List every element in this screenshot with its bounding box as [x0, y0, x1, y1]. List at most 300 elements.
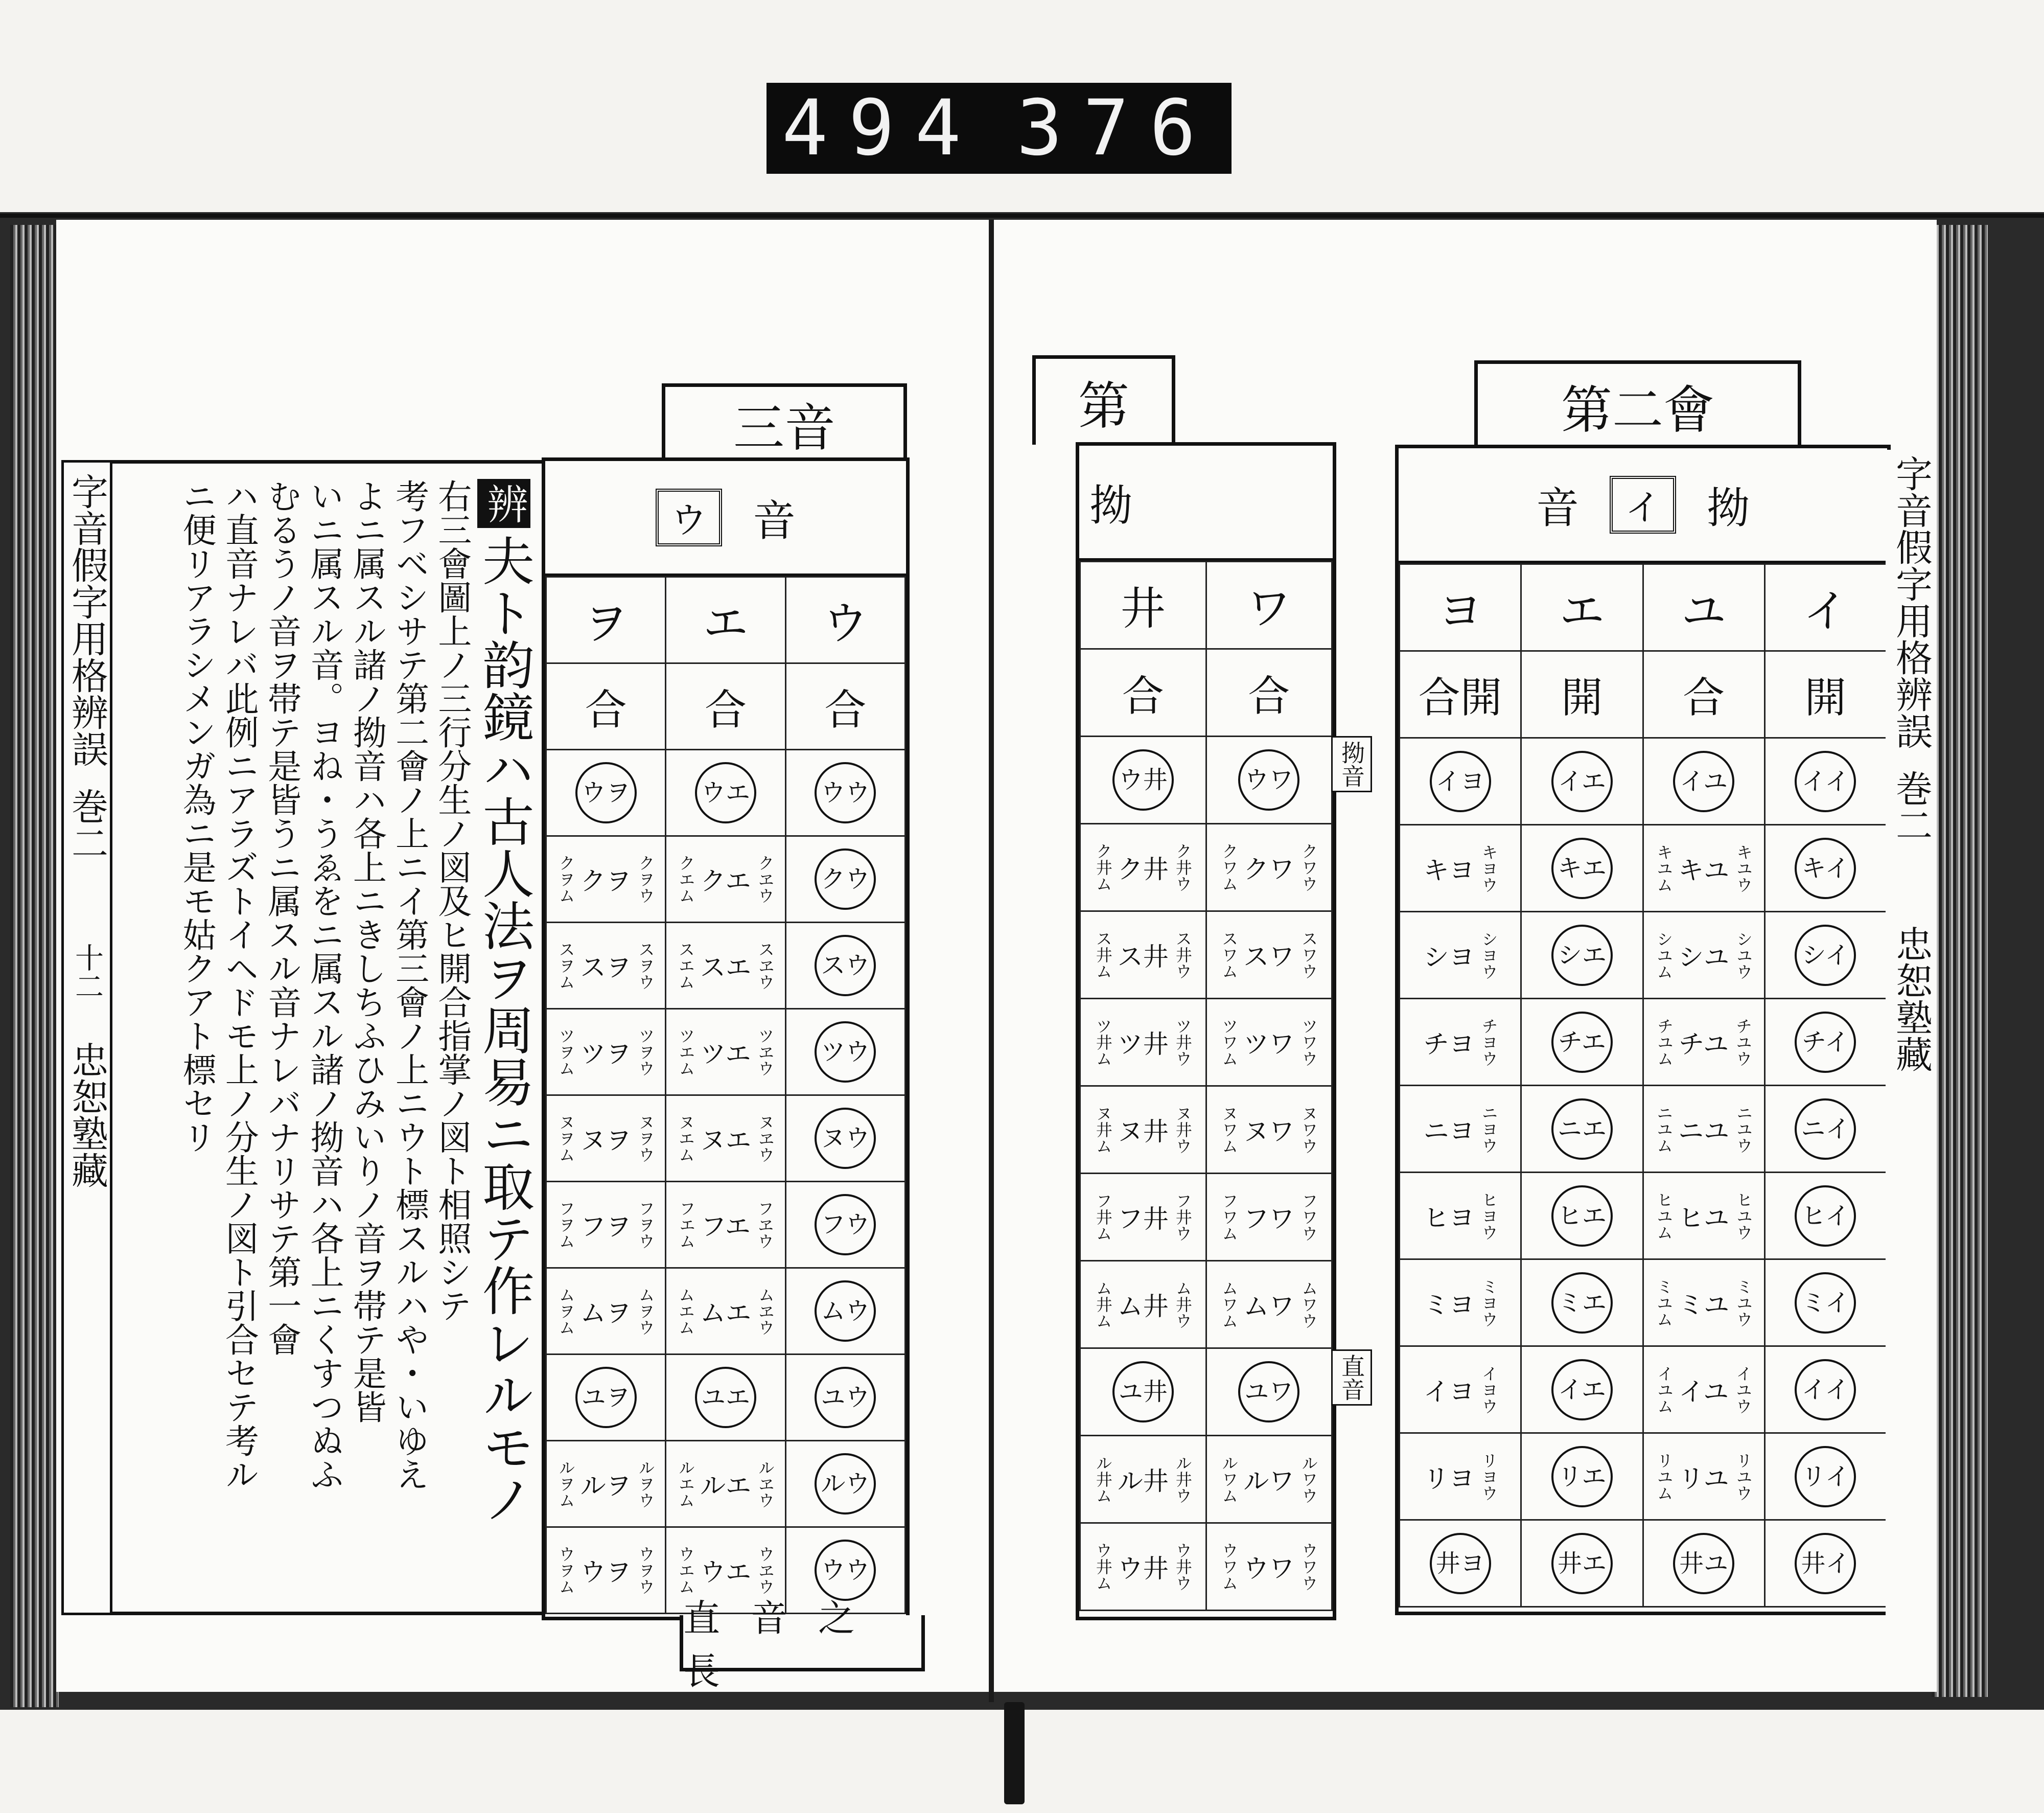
kana-main: ムワ: [1243, 1292, 1295, 1321]
kana-cell: [666, 1095, 785, 1182]
kana-cell-content: [666, 941, 784, 990]
kana-cell-content: [547, 1546, 665, 1595]
kana-cell: [1206, 1436, 1332, 1523]
circled-kana: ユ井: [1112, 1361, 1174, 1422]
kana-cell-content: [1207, 1018, 1332, 1067]
kana-cell: [546, 1441, 666, 1527]
second-group-right-table-frame: [1395, 445, 1891, 1615]
circled-kana: ウヲ: [575, 762, 637, 823]
kana-cell: [1643, 912, 1764, 999]
circle-cell: [1521, 738, 1643, 825]
kana-cell: [1643, 1086, 1764, 1173]
kana-sub: クヲム: [556, 855, 576, 904]
scan-number-right: 376: [1016, 84, 1216, 173]
circled-kana: イユ: [1673, 751, 1734, 812]
kana-sub: ス井ム: [1093, 930, 1113, 979]
circled-kana: クウ: [815, 848, 876, 910]
kana-sub: スヲム: [556, 941, 576, 990]
head-row: [546, 577, 905, 663]
commentary-note-line: いニ属スル音。ヨね・うゑをニ属スル諸ノ拗音ハ各上ニくすつぬふ: [305, 479, 344, 1491]
kana-long: フワウ: [1299, 1192, 1319, 1242]
kana-main: ウ井: [1117, 1554, 1169, 1583]
table-row: [1400, 1173, 1887, 1259]
circled-kana: シイ: [1795, 925, 1856, 986]
type-row: [1400, 651, 1887, 738]
kana-cell: [1764, 1520, 1886, 1607]
kana-cell-content: [1400, 1018, 1520, 1067]
kana-cell: [1400, 1346, 1521, 1433]
kana-cell: [1080, 824, 1206, 911]
kana-cell: [666, 1355, 785, 1441]
kana-sub: ミユム: [1654, 1278, 1674, 1327]
circled-kana: ウワ: [1238, 749, 1299, 811]
kana-cell-content: [1081, 1280, 1205, 1329]
margin-book-title: 字音假字用格辨誤: [65, 473, 108, 767]
kana-cell-content: [1207, 1105, 1332, 1154]
kana-cell-content: [1644, 1105, 1764, 1154]
kana-cell: [785, 836, 905, 923]
kana-long: ヒユウ: [1734, 1191, 1754, 1241]
column-type: 合: [785, 663, 905, 750]
kana-cell: [1080, 1523, 1206, 1611]
circled-kana: ツウ: [815, 1021, 876, 1083]
table-row: [1080, 824, 1332, 911]
kana-cell-content: [1644, 1018, 1764, 1067]
table-title: [1079, 446, 1333, 561]
kana-cell-content: [1081, 1455, 1205, 1504]
table-row: [1080, 1348, 1332, 1436]
circled-kana: キイ: [1795, 838, 1856, 899]
circled-kana: ウウ: [815, 762, 876, 823]
column-head: ウ: [785, 577, 905, 663]
kana-main: スワ: [1243, 942, 1295, 972]
circled-kana: 井イ: [1795, 1533, 1856, 1594]
kana-main: ヒユ: [1678, 1203, 1730, 1233]
column-type: 合開: [1400, 651, 1521, 738]
kana-main: ル井: [1117, 1466, 1169, 1496]
table-title: [1399, 448, 1887, 563]
kana-main: ツ井: [1117, 1029, 1169, 1059]
kana-long: キユウ: [1734, 843, 1754, 893]
second-group-left-table-frame: [1076, 442, 1336, 1620]
circled-kana: ユウ: [815, 1367, 876, 1428]
circled-kana: 井ヨ: [1430, 1533, 1491, 1594]
kana-long: チヨウ: [1479, 1017, 1499, 1067]
commentary-panel: [112, 460, 542, 1615]
kana-main: ヌヲ: [580, 1126, 632, 1155]
kana-cell: [1400, 1433, 1521, 1520]
title-text: 音: [752, 495, 796, 546]
circled-kana: ニエ: [1551, 1098, 1613, 1160]
kana-cell: [1206, 1086, 1332, 1174]
kana-long: ウワウ: [1299, 1542, 1319, 1591]
kana-cell: [785, 1095, 905, 1182]
kana-main: イユ: [1679, 1376, 1729, 1407]
kana-cell: [1400, 1086, 1521, 1173]
kana-long: リヨウ: [1479, 1452, 1499, 1501]
column-head: ヲ: [546, 577, 666, 663]
circle-cell: [1764, 738, 1886, 825]
kana-sub: ヌワム: [1219, 1105, 1239, 1154]
kana-cell: [1764, 825, 1886, 912]
kana-cell-content: [1081, 1018, 1205, 1067]
bookmark-cord: [1004, 1702, 1025, 1804]
kana-main: ルワ: [1243, 1466, 1295, 1496]
third-group-table-frame: [542, 457, 910, 1620]
kana-sub: ヌ井ム: [1093, 1105, 1113, 1154]
kana-long: ク井ウ: [1173, 843, 1193, 892]
kana-cell: [1206, 824, 1332, 911]
annotation-chokuon: 直音: [1331, 1349, 1372, 1406]
book-gutter: [989, 220, 994, 1702]
title-boxed: ウ: [656, 489, 722, 546]
kana-cell-content: [1400, 844, 1520, 893]
kana-main: クエ: [700, 866, 751, 896]
tab-third-tone: [662, 383, 907, 460]
kana-cell: [1643, 1433, 1764, 1520]
margin-volume: 巻二: [65, 788, 108, 861]
right-page-edges: [1932, 225, 1988, 1697]
column-type: 合: [1080, 649, 1206, 737]
kana-main: チユ: [1679, 1029, 1729, 1059]
margin-publisher: 忠恕塾藏: [1890, 925, 1933, 1072]
kana-cell-content: [1207, 1280, 1332, 1329]
kana-cell: [785, 1441, 905, 1527]
commentary-mark: 辨: [477, 479, 530, 528]
kana-long: ツ井ウ: [1173, 1018, 1193, 1067]
kana-long: ウヲウ: [636, 1546, 656, 1595]
third-group-table: [545, 576, 906, 1614]
kana-cell-content: [1081, 843, 1205, 892]
kana-cell: [1764, 912, 1886, 999]
kana-main: ニヨ: [1423, 1116, 1475, 1146]
circled-kana: ミイ: [1795, 1272, 1856, 1334]
kana-sub: ツヲム: [556, 1027, 576, 1076]
kana-cell-content: [666, 1459, 784, 1508]
kana-sub: フヲム: [556, 1200, 576, 1249]
kana-cell: [785, 1355, 905, 1441]
kana-main: ルヲ: [580, 1471, 632, 1501]
circle-cell: [785, 750, 905, 836]
circled-kana: ヒエ: [1551, 1185, 1613, 1247]
kana-cell-content: [1207, 843, 1332, 892]
kana-cell: [546, 1095, 666, 1182]
kana-cell: [1206, 1523, 1332, 1611]
kana-main: リユ: [1678, 1463, 1729, 1494]
column-type: 開: [1764, 651, 1886, 738]
kana-long: ニヨウ: [1479, 1104, 1499, 1154]
kana-cell: [546, 923, 666, 1009]
kana-sub: ル井ム: [1093, 1455, 1113, 1504]
kana-cell: [1764, 1346, 1886, 1433]
kana-cell: [666, 836, 785, 923]
kana-main: ウエ: [700, 1557, 751, 1587]
table-row: [546, 1095, 905, 1182]
kana-cell: [1206, 1261, 1332, 1348]
table-row: [1400, 1086, 1887, 1173]
kana-cell-content: [1207, 930, 1332, 979]
table-row: [1080, 1523, 1332, 1611]
table-row: [1400, 1346, 1887, 1433]
kana-cell: [1080, 1436, 1206, 1523]
kana-cell-content: [1644, 1452, 1764, 1501]
circle-cell: [546, 750, 666, 836]
kana-grid: [1399, 563, 1887, 1608]
kana-cell-content: [1081, 1542, 1205, 1591]
circled-kana: リエ: [1551, 1446, 1613, 1507]
circled-kana: フウ: [815, 1194, 876, 1255]
table-row: [1400, 1520, 1887, 1607]
kana-long: スワウ: [1299, 930, 1319, 979]
kana-main: スエ: [700, 953, 751, 982]
kana-cell-content: [1644, 1278, 1764, 1327]
circled-kana: 井ユ: [1673, 1533, 1734, 1594]
kana-long: ツワウ: [1299, 1018, 1319, 1067]
kana-cell: [1521, 1173, 1643, 1259]
tab-dai: [1032, 355, 1175, 445]
kana-cell: [1521, 1086, 1643, 1173]
kana-main: ミユ: [1678, 1290, 1730, 1320]
kana-cell: [1400, 1520, 1521, 1607]
column-head: ワ: [1206, 562, 1332, 649]
kana-cell: [1643, 1259, 1764, 1346]
kana-main: ヌ井: [1117, 1117, 1169, 1146]
kana-long: ヒヨウ: [1479, 1191, 1499, 1241]
kana-cell: [546, 836, 666, 923]
kana-main: フワ: [1243, 1204, 1295, 1234]
kana-main: クワ: [1243, 855, 1295, 884]
margin-page-number: 十二: [71, 943, 104, 1000]
margin-volume: 巻二: [1890, 770, 1933, 843]
circled-kana: リイ: [1795, 1446, 1856, 1507]
kana-main: チヨ: [1423, 1029, 1475, 1059]
kana-cell: [1521, 999, 1643, 1086]
circled-kana: 井エ: [1551, 1533, 1613, 1594]
kana-long: ムヱウ: [755, 1287, 775, 1336]
kana-sub: ウ井ム: [1093, 1542, 1113, 1591]
circled-kana: キエ: [1551, 838, 1613, 899]
kana-long: スヲウ: [636, 941, 656, 990]
kana-main: ク井: [1117, 855, 1169, 884]
kana-cell: [1400, 825, 1521, 912]
kana-cell: [1521, 1259, 1643, 1346]
kana-sub: キユム: [1654, 843, 1674, 893]
kana-cell: [1643, 825, 1764, 912]
kana-long: ヌヱウ: [755, 1114, 775, 1163]
kana-cell: [1400, 1259, 1521, 1346]
title-text: 音: [1536, 483, 1579, 533]
circled-kana: ヌウ: [815, 1108, 876, 1169]
kana-sub: ム井ム: [1093, 1280, 1113, 1329]
kana-cell-content: [1400, 931, 1520, 980]
kana-cell-content: [1207, 1192, 1332, 1242]
table-row: [1080, 1086, 1332, 1174]
kana-cell: [1521, 1433, 1643, 1520]
tab-second-group: [1474, 360, 1801, 447]
kana-cell: [1521, 825, 1643, 912]
circle-row: [1400, 738, 1887, 825]
kana-main: スヲ: [580, 953, 632, 982]
kana-cell: [1206, 911, 1332, 999]
tab-text: 第: [1078, 376, 1129, 436]
kana-long: ムヲウ: [636, 1287, 656, 1336]
kana-long: ムワウ: [1299, 1280, 1319, 1329]
commentary-note-line: 考フベシサテ第二會ノ上ニイ第三會ノ上ニウト標スルハや・いゆえ: [389, 479, 429, 1491]
table-footer: [680, 1596, 925, 1693]
kana-cell: [546, 1527, 666, 1614]
kana-main: ムエ: [700, 1298, 751, 1328]
kana-cell-content: [1400, 1452, 1520, 1501]
kana-cell: [666, 1182, 785, 1268]
kana-cell-content: [1400, 1191, 1520, 1241]
kana-cell-content: [547, 1459, 665, 1508]
kana-cell: [1764, 999, 1886, 1086]
kana-cell: [1643, 1346, 1764, 1433]
kana-cell-content: [1081, 1192, 1205, 1242]
kana-main: ムヲ: [580, 1298, 632, 1328]
kana-cell: [1080, 1174, 1206, 1261]
table-row: [1080, 1174, 1332, 1261]
kana-main: ツエ: [700, 1039, 751, 1069]
kana-cell-content: [547, 1200, 665, 1249]
kana-main: ス井: [1117, 942, 1169, 972]
kana-cell-content: [666, 1200, 784, 1249]
kana-cell: [1400, 1173, 1521, 1259]
commentary-note-line: ニ便リアラシメンガ為ニ是モ姑クアト標セリ: [177, 479, 217, 1154]
kana-long: ム井ウ: [1173, 1280, 1193, 1329]
circled-kana: スウ: [815, 935, 876, 996]
kana-cell-content: [547, 1287, 665, 1336]
circled-kana: ムウ: [815, 1280, 876, 1342]
commentary-note-line: よニ属スル諸ノ拗音ハ各上ニきしちふひみいりノ音ヲ帯テ是皆: [347, 479, 387, 1424]
kana-cell-content: [666, 1027, 784, 1076]
kana-long: ヌ井ウ: [1173, 1105, 1193, 1154]
kana-cell-content: [666, 855, 784, 904]
table-row: [1080, 911, 1332, 999]
kana-sub: イユム: [1655, 1365, 1675, 1414]
table-row: [546, 1441, 905, 1527]
second-group-right-table: [1399, 563, 1887, 1608]
kana-main: クヲ: [580, 866, 632, 896]
kana-main: ウワ: [1243, 1554, 1295, 1583]
table-row: [546, 1355, 905, 1441]
kana-main: フエ: [701, 1212, 751, 1242]
kana-grid: [545, 576, 906, 1614]
kana-main: ウヲ: [580, 1557, 632, 1587]
circle-cell: [1080, 737, 1206, 824]
kana-long: ウ井ウ: [1173, 1542, 1193, 1591]
circle-row: [1080, 737, 1332, 824]
kana-sub: フ井ム: [1093, 1192, 1113, 1242]
kana-main: シユ: [1678, 942, 1730, 972]
kana-cell-content: [1644, 1191, 1764, 1241]
kana-main: ヌエ: [700, 1126, 751, 1155]
kana-long: クヱウ: [755, 855, 775, 904]
kana-cell: [666, 923, 785, 1009]
kana-cell-content: [1644, 1365, 1764, 1414]
table-row: [546, 1182, 905, 1268]
circled-kana: ニイ: [1795, 1098, 1856, 1160]
kana-cell-content: [547, 1027, 665, 1076]
kana-sub: ムエム: [676, 1287, 695, 1336]
kana-main: ム井: [1117, 1292, 1169, 1321]
kana-cell: [1764, 1433, 1886, 1520]
circled-kana: ウウ: [815, 1540, 876, 1601]
kana-cell: [1080, 1086, 1206, 1174]
kana-cell-content: [1400, 1105, 1520, 1154]
circled-kana: シエ: [1551, 925, 1613, 986]
right-margin-label: [1886, 450, 1937, 1615]
kana-main: キユ: [1678, 855, 1730, 885]
kana-cell: [1206, 1348, 1332, 1436]
kana-sub: ムヲム: [556, 1287, 576, 1336]
kana-sub: ルエム: [676, 1459, 695, 1508]
circled-kana: ルウ: [815, 1453, 876, 1514]
column-head: イ: [1764, 564, 1886, 651]
kana-long: ルワウ: [1299, 1455, 1319, 1504]
column-type: 合: [546, 663, 666, 750]
kana-cell: [1643, 999, 1764, 1086]
circled-kana: イイ: [1795, 751, 1856, 812]
tab-text: 第二會: [1561, 380, 1714, 440]
kana-main: ヒヨ: [1423, 1203, 1475, 1233]
kana-long: クワウ: [1299, 843, 1319, 892]
commentary-note-line: 右三會圖上ノ三行分生ノ図及ヒ開合指掌ノ図ト相照シテ: [432, 479, 472, 1322]
kana-long: ミヨウ: [1479, 1278, 1499, 1327]
head-row: [1080, 562, 1332, 649]
book-top-edge: [0, 214, 2044, 218]
kana-cell: [1400, 999, 1521, 1086]
kana-cell: [546, 1268, 666, 1355]
table-row: [1080, 999, 1332, 1086]
commentary-note-line: むるうノ音ヲ帯テ是皆うニ属スル音ナレバナリサテ第一會: [262, 479, 301, 1356]
kana-cell: [546, 1009, 666, 1095]
kana-cell: [1080, 1348, 1206, 1436]
kana-cell: [1643, 1173, 1764, 1259]
kana-cell: [1080, 1261, 1206, 1348]
circled-kana: ユワ: [1238, 1361, 1299, 1422]
circled-kana: イエ: [1551, 751, 1613, 812]
kana-long: ツヱウ: [755, 1027, 775, 1076]
kana-sub: チユム: [1655, 1017, 1675, 1067]
table-row: [546, 1268, 905, 1355]
kana-sub: ニユム: [1654, 1104, 1674, 1154]
kana-cell-content: [1644, 931, 1764, 980]
column-head: ヨ: [1400, 564, 1521, 651]
kana-cell: [785, 1009, 905, 1095]
head-row: [1400, 564, 1887, 651]
kana-long: フ井ウ: [1173, 1192, 1193, 1242]
second-group-left-table: [1079, 561, 1333, 1611]
kana-long: フヲウ: [636, 1200, 656, 1249]
kana-long: スヱウ: [755, 941, 775, 990]
circle-cell: [1400, 738, 1521, 825]
kana-sub: リユム: [1654, 1452, 1674, 1501]
kana-cell: [785, 1182, 905, 1268]
table-title: [545, 461, 906, 576]
circled-kana: イエ: [1551, 1359, 1613, 1420]
kana-sub: ムワム: [1219, 1280, 1239, 1329]
kana-cell: [1643, 1520, 1764, 1607]
table-row: [1400, 1433, 1887, 1520]
kana-cell: [546, 1355, 666, 1441]
kana-cell-content: [666, 1546, 784, 1595]
tab-text: 三音: [733, 398, 835, 458]
table-row: [546, 923, 905, 1009]
kana-cell: [1080, 999, 1206, 1086]
kana-main: フヲ: [580, 1212, 632, 1242]
column-type: 合: [1206, 649, 1332, 737]
